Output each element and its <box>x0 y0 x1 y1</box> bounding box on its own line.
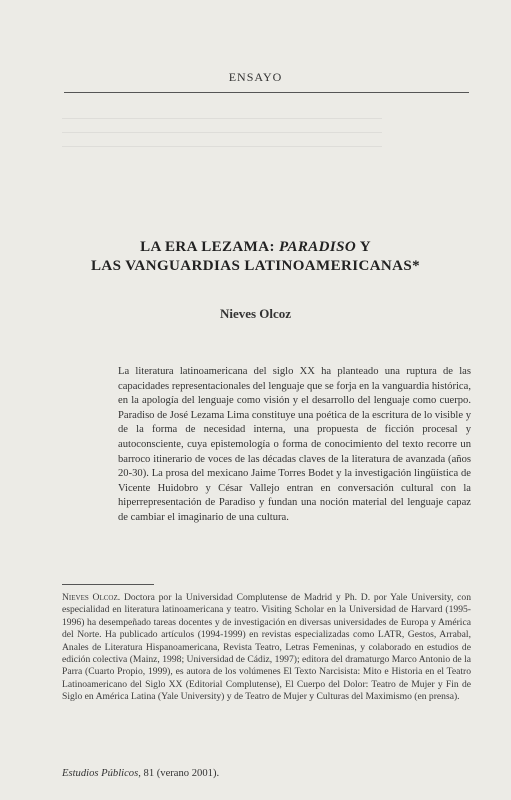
journal-issue: , 81 (verano 2001). <box>138 768 220 779</box>
title-prefix: LA ERA LEZAMA: <box>140 239 279 255</box>
title-suffix: Y <box>356 239 371 255</box>
author-name: Nieves Olcoz <box>219 306 292 321</box>
footnote-rule <box>62 584 154 585</box>
section-label: ENSAYO <box>228 70 283 84</box>
author-footnote <box>62 592 471 704</box>
title-line-1 <box>0 238 511 257</box>
journal-name: Estudios Públicos <box>62 768 139 779</box>
journal-citation <box>62 768 219 779</box>
section-rule <box>64 92 469 93</box>
footnote-name: Nieves Olcoz. <box>62 592 121 603</box>
footnote-text: Doctora por la Universidad Complutense de Madrid y Ph. D. por Yale University, con especialidad en literatura latinoamericana y teatro. Visiting Scholar en la Universidad de Harvard (1995-1996) ha desempeñado tareas docentes y de investigación en diversas universidades de Europa y América del Norte. Ha publicado artículos (1994-1999) en revistas especializadas como LATR, Gestos, Arrabal, Anales de Literatura Hispanoamericana, Revista Teatro, Letras Femeninas, y colaborado en estudios de edición colectiva (Mainz, 1998; Universidad de Cádiz, 1997); editora del dramaturgo Marco Antonio de la Parra (Cuarto Propio, 1999), es autora de los volúmenes El Texto Narcisista: Mito e Historia en el Teatro Latinoamericano del Siglo XX (Editorial Complutense), El Cuerpo del Dolor: Teatro de Mujer y Fin de Siglo en América Latina (Yale University) y de Teatro de Mujer y Culturas del Maximismo (en prensa). <box>62 592 471 703</box>
title-italic: PARADISO <box>279 239 357 255</box>
article-title <box>0 238 511 276</box>
bleed-through-line <box>62 132 382 133</box>
title-line-2: LAS VANGUARDIAS LATINOAMERICANAS* <box>90 258 421 274</box>
bleed-through-line <box>62 146 382 147</box>
bleed-through-line <box>62 118 382 119</box>
abstract-paragraph: La literatura latinoamericana del siglo XX ha planteado una ruptura de las capacidades representacionales del lenguaje que se forja en la vanguardia histórica, en la apología del lenguaje como visión y el desarrollo del lenguaje como cuerpo. Paradiso de José Lezama Lima constituye una poética de la escritura de lo visible y de la forma de necesidad interna, una propuesta de ficción procesal y autoconsciente, cuya epistemología o forma de conocimiento del texto recorre un barroco itinerario de voces de las décadas claves de la literatura de avanzada (años 20-30). La prosa del mexicano Jaime Torres Bodet y la investigación lingüística de Vicente Huidobro y César Vallejo entran en conversación cultural con la hiperrepresentación de Paradiso y fundan una noción material del lenguaje capaz de cambiar el imaginario de una cultura. <box>118 366 472 523</box>
